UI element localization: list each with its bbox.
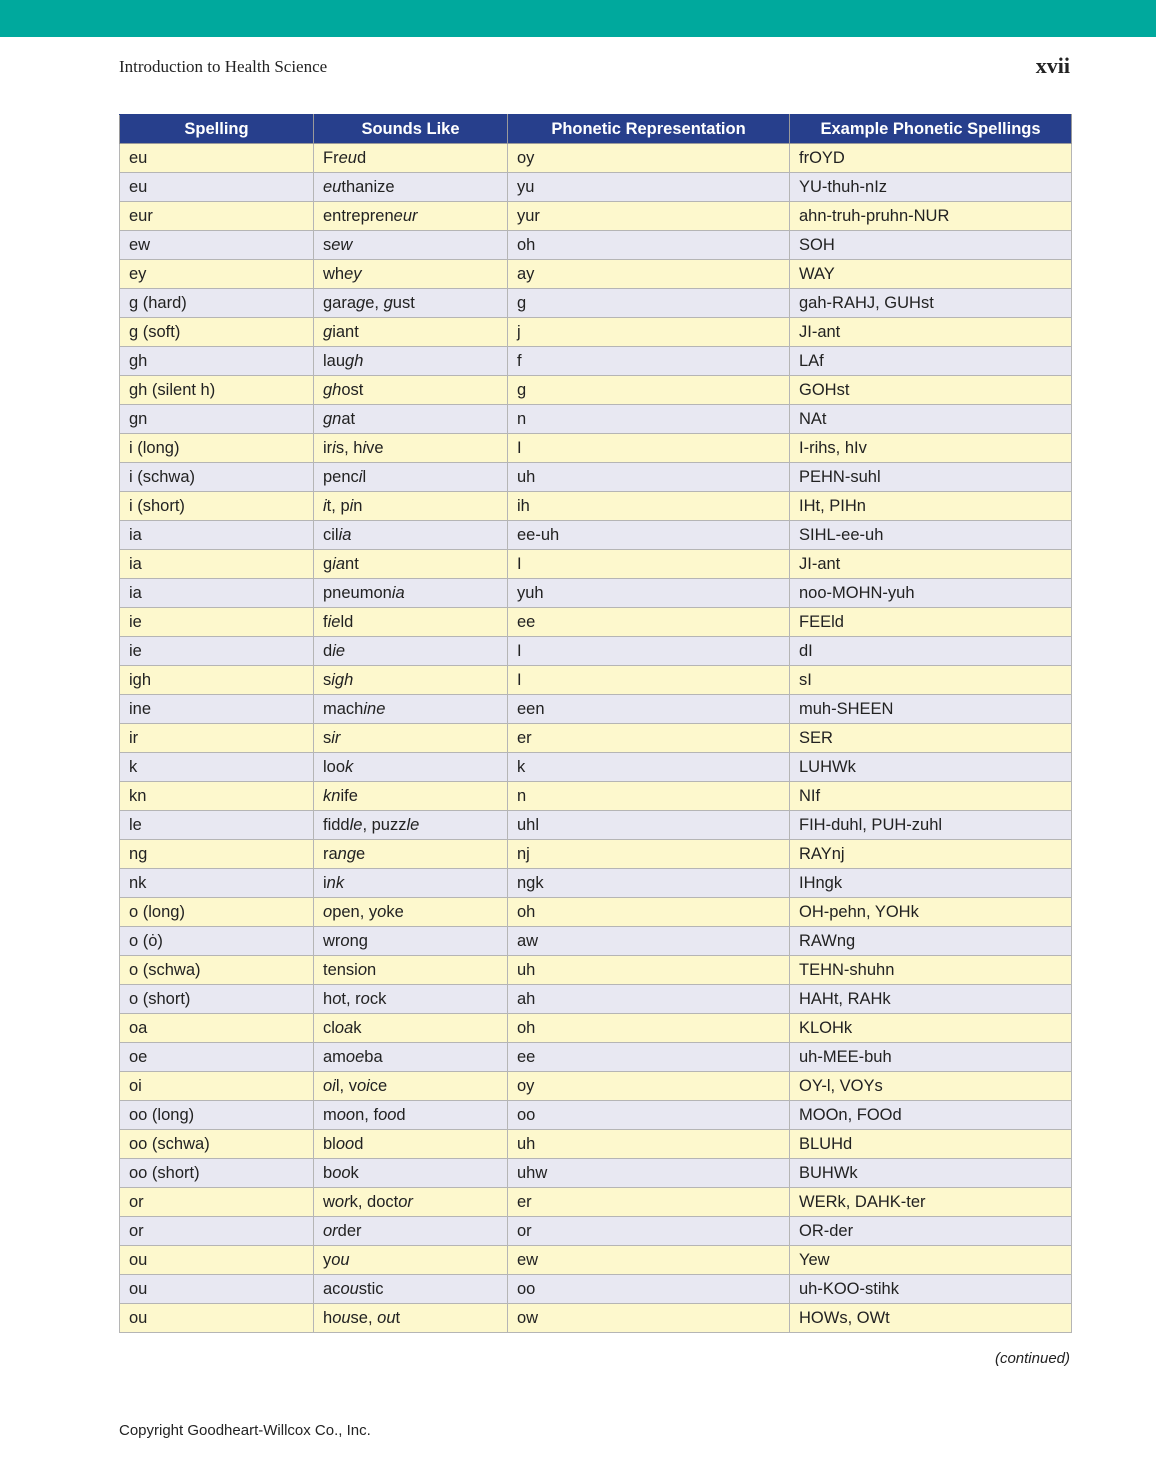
cell-sounds-like: look <box>314 753 508 782</box>
cell-example: ahn-truh-pruhn-NUR <box>790 202 1072 231</box>
cell-spelling: oo (schwa) <box>120 1130 314 1159</box>
cell-spelling: ia <box>120 550 314 579</box>
cell-sounds-like: house, out <box>314 1304 508 1333</box>
cell-example: Yew <box>790 1246 1072 1275</box>
table-row <box>120 1217 1072 1246</box>
table-row <box>120 666 1072 695</box>
cell-sounds-like: whey <box>314 260 508 289</box>
cell-phonetic: nj <box>508 840 790 869</box>
table-row <box>120 1043 1072 1072</box>
table-row <box>120 1304 1072 1333</box>
cell-sounds-like: you <box>314 1246 508 1275</box>
cell-sounds-like: amoeba <box>314 1043 508 1072</box>
table-row <box>120 898 1072 927</box>
cell-spelling: g (hard) <box>120 289 314 318</box>
cell-sounds-like: machine <box>314 695 508 724</box>
cell-sounds-like: it, pin <box>314 492 508 521</box>
cell-phonetic: oy <box>508 1072 790 1101</box>
table-row <box>120 1072 1072 1101</box>
cell-sounds-like: acoustic <box>314 1275 508 1304</box>
cell-phonetic: oh <box>508 231 790 260</box>
table-row <box>120 1101 1072 1130</box>
table-row <box>120 260 1072 289</box>
cell-sounds-like: pencil <box>314 463 508 492</box>
cell-sounds-like: open, yoke <box>314 898 508 927</box>
table-body <box>120 144 1072 1333</box>
cell-spelling: ew <box>120 231 314 260</box>
table-row <box>120 173 1072 202</box>
cell-sounds-like: field <box>314 608 508 637</box>
cell-spelling: eur <box>120 202 314 231</box>
cell-sounds-like: die <box>314 637 508 666</box>
cell-example: OH-pehn, YOHk <box>790 898 1072 927</box>
column-header-spelling: Spelling <box>120 115 314 144</box>
cell-phonetic: er <box>508 724 790 753</box>
table-row <box>120 434 1072 463</box>
table-row <box>120 579 1072 608</box>
cell-phonetic: yuh <box>508 579 790 608</box>
cell-example: TEHN-shuhn <box>790 956 1072 985</box>
cell-example: PEHN-suhl <box>790 463 1072 492</box>
column-header-example-phonetic-spellings: Example Phonetic Spellings <box>790 115 1072 144</box>
copyright-footer: Copyright Goodheart-Willcox Co., Inc. <box>119 1422 371 1439</box>
table-row <box>120 608 1072 637</box>
cell-example: FIH-duhl, PUH-zuhl <box>790 811 1072 840</box>
cell-example: RAYnj <box>790 840 1072 869</box>
cell-spelling: nk <box>120 869 314 898</box>
cell-spelling: igh <box>120 666 314 695</box>
table-row <box>120 724 1072 753</box>
cell-sounds-like: book <box>314 1159 508 1188</box>
cell-spelling: ia <box>120 579 314 608</box>
cell-spelling: o (long) <box>120 898 314 927</box>
cell-example: KLOHk <box>790 1014 1072 1043</box>
table-row <box>120 782 1072 811</box>
cell-sounds-like: pneumonia <box>314 579 508 608</box>
cell-spelling: le <box>120 811 314 840</box>
cell-phonetic: uhl <box>508 811 790 840</box>
cell-example: HAHt, RAHk <box>790 985 1072 1014</box>
cell-example: BLUHd <box>790 1130 1072 1159</box>
table-row <box>120 840 1072 869</box>
cell-sounds-like: gnat <box>314 405 508 434</box>
cell-example: WAY <box>790 260 1072 289</box>
cell-spelling: ir <box>120 724 314 753</box>
cell-sounds-like: ink <box>314 869 508 898</box>
table-row <box>120 347 1072 376</box>
cell-spelling: gh (silent h) <box>120 376 314 405</box>
cell-sounds-like: work, doctor <box>314 1188 508 1217</box>
cell-spelling: gn <box>120 405 314 434</box>
cell-example: RAWng <box>790 927 1072 956</box>
cell-phonetic: I <box>508 666 790 695</box>
cell-phonetic: ee <box>508 1043 790 1072</box>
cell-phonetic: g <box>508 376 790 405</box>
cell-phonetic: ngk <box>508 869 790 898</box>
continued-note: (continued) <box>994 1350 1070 1367</box>
table-row <box>120 231 1072 260</box>
cell-example: muh-SHEEN <box>790 695 1072 724</box>
table-row <box>120 405 1072 434</box>
cell-spelling: eu <box>120 144 314 173</box>
table-row <box>120 463 1072 492</box>
cell-phonetic: n <box>508 405 790 434</box>
cell-sounds-like: Freud <box>314 144 508 173</box>
table-row <box>120 289 1072 318</box>
cell-spelling: g (soft) <box>120 318 314 347</box>
cell-phonetic: ah <box>508 985 790 1014</box>
cell-example: LUHWk <box>790 753 1072 782</box>
cell-phonetic: n <box>508 782 790 811</box>
cell-sounds-like: sew <box>314 231 508 260</box>
cell-sounds-like: sigh <box>314 666 508 695</box>
table-header-row <box>120 115 1072 144</box>
table-row <box>120 753 1072 782</box>
cell-phonetic: aw <box>508 927 790 956</box>
cell-phonetic: ee <box>508 608 790 637</box>
cell-spelling: ey <box>120 260 314 289</box>
table-row <box>120 1275 1072 1304</box>
cell-sounds-like: order <box>314 1217 508 1246</box>
cell-sounds-like: oil, voice <box>314 1072 508 1101</box>
cell-phonetic: ew <box>508 1246 790 1275</box>
cell-phonetic: I <box>508 434 790 463</box>
cell-example: uh-MEE-buh <box>790 1043 1072 1072</box>
table-row <box>120 492 1072 521</box>
cell-phonetic: I <box>508 637 790 666</box>
cell-sounds-like: range <box>314 840 508 869</box>
cell-sounds-like: giant <box>314 550 508 579</box>
cell-phonetic: uh <box>508 956 790 985</box>
cell-spelling: ou <box>120 1275 314 1304</box>
cell-phonetic: yur <box>508 202 790 231</box>
cell-example: NAt <box>790 405 1072 434</box>
running-head: Introduction to Health Science <box>119 57 328 76</box>
cell-spelling: oa <box>120 1014 314 1043</box>
cell-spelling: o (short) <box>120 985 314 1014</box>
table-row <box>120 956 1072 985</box>
cell-example: I-rihs, hIv <box>790 434 1072 463</box>
cell-sounds-like: hot, rock <box>314 985 508 1014</box>
cell-spelling: ia <box>120 521 314 550</box>
cell-phonetic: uhw <box>508 1159 790 1188</box>
cell-sounds-like: moon, food <box>314 1101 508 1130</box>
column-header-phonetic-representation: Phonetic Representation <box>508 115 790 144</box>
table-row <box>120 1246 1072 1275</box>
cell-spelling: o (schwa) <box>120 956 314 985</box>
cell-sounds-like: knife <box>314 782 508 811</box>
cell-phonetic: ee-uh <box>508 521 790 550</box>
cell-phonetic: een <box>508 695 790 724</box>
cell-spelling: ine <box>120 695 314 724</box>
cell-sounds-like: cilia <box>314 521 508 550</box>
cell-spelling: i (short) <box>120 492 314 521</box>
cell-sounds-like: iris, hive <box>314 434 508 463</box>
cell-sounds-like: cloak <box>314 1014 508 1043</box>
cell-phonetic: oh <box>508 1014 790 1043</box>
cell-example: uh-KOO-stihk <box>790 1275 1072 1304</box>
cell-phonetic: oy <box>508 144 790 173</box>
cell-example: YU-thuh-nIz <box>790 173 1072 202</box>
cell-phonetic: ay <box>508 260 790 289</box>
cell-example: BUHWk <box>790 1159 1072 1188</box>
column-header-sounds-like: Sounds Like <box>314 115 508 144</box>
table-row <box>120 695 1072 724</box>
cell-example: OR-der <box>790 1217 1072 1246</box>
cell-sounds-like: laugh <box>314 347 508 376</box>
cell-example: IHt, PIHn <box>790 492 1072 521</box>
cell-example: FEEld <box>790 608 1072 637</box>
cell-phonetic: oo <box>508 1275 790 1304</box>
cell-spelling: i (long) <box>120 434 314 463</box>
cell-example: noo-MOHN-yuh <box>790 579 1072 608</box>
cell-spelling: i (schwa) <box>120 463 314 492</box>
cell-spelling: oi <box>120 1072 314 1101</box>
cell-phonetic: oo <box>508 1101 790 1130</box>
cell-phonetic: ow <box>508 1304 790 1333</box>
cell-phonetic: uh <box>508 1130 790 1159</box>
table-row <box>120 1159 1072 1188</box>
cell-example: gah-RAHJ, GUHst <box>790 289 1072 318</box>
cell-example: JI-ant <box>790 318 1072 347</box>
cell-spelling: o (ȯ) <box>120 927 314 956</box>
cell-sounds-like: tension <box>314 956 508 985</box>
table-row <box>120 318 1072 347</box>
cell-example: HOWs, OWt <box>790 1304 1072 1333</box>
table-row <box>120 144 1072 173</box>
cell-example: SER <box>790 724 1072 753</box>
table-row <box>120 811 1072 840</box>
cell-spelling: ou <box>120 1304 314 1333</box>
cell-example: IHngk <box>790 869 1072 898</box>
cell-example: frOYD <box>790 144 1072 173</box>
cell-spelling: oo (short) <box>120 1159 314 1188</box>
cell-spelling: gh <box>120 347 314 376</box>
cell-example: JI-ant <box>790 550 1072 579</box>
cell-spelling: ou <box>120 1246 314 1275</box>
cell-spelling: eu <box>120 173 314 202</box>
cell-example: dI <box>790 637 1072 666</box>
cell-sounds-like: giant <box>314 318 508 347</box>
page-number: xvii <box>1035 53 1070 78</box>
cell-sounds-like: garage, gust <box>314 289 508 318</box>
cell-phonetic: oh <box>508 898 790 927</box>
cell-spelling: oo (long) <box>120 1101 314 1130</box>
cell-sounds-like: fiddle, puzzle <box>314 811 508 840</box>
cell-spelling: ie <box>120 637 314 666</box>
cell-spelling: k <box>120 753 314 782</box>
table-row <box>120 550 1072 579</box>
cell-sounds-like: euthanize <box>314 173 508 202</box>
table-row <box>120 1130 1072 1159</box>
cell-spelling: ie <box>120 608 314 637</box>
cell-spelling: or <box>120 1217 314 1246</box>
cell-example: GOHst <box>790 376 1072 405</box>
cell-example: SOH <box>790 231 1072 260</box>
cell-example: LAf <box>790 347 1072 376</box>
table-row <box>120 637 1072 666</box>
cell-example: SIHL-ee-uh <box>790 521 1072 550</box>
cell-phonetic: or <box>508 1217 790 1246</box>
cell-spelling: kn <box>120 782 314 811</box>
cell-example: MOOn, FOOd <box>790 1101 1072 1130</box>
table-row <box>120 202 1072 231</box>
cell-spelling: ng <box>120 840 314 869</box>
cell-phonetic: uh <box>508 463 790 492</box>
phonetic-table <box>119 114 1072 1333</box>
cell-phonetic: f <box>508 347 790 376</box>
cell-phonetic: g <box>508 289 790 318</box>
table-row <box>120 1014 1072 1043</box>
cell-phonetic: er <box>508 1188 790 1217</box>
cell-phonetic: yu <box>508 173 790 202</box>
table-row <box>120 521 1072 550</box>
cell-spelling: or <box>120 1188 314 1217</box>
cell-sounds-like: ghost <box>314 376 508 405</box>
cell-phonetic: k <box>508 753 790 782</box>
cell-example: OY-l, VOYs <box>790 1072 1072 1101</box>
table-row <box>120 927 1072 956</box>
cell-sounds-like: entrepreneur <box>314 202 508 231</box>
cell-phonetic: ih <box>508 492 790 521</box>
cell-example: WERk, DAHK-ter <box>790 1188 1072 1217</box>
cell-spelling: oe <box>120 1043 314 1072</box>
cell-example: sI <box>790 666 1072 695</box>
cell-phonetic: I <box>508 550 790 579</box>
top-color-bar <box>0 0 1156 37</box>
cell-sounds-like: sir <box>314 724 508 753</box>
cell-sounds-like: wrong <box>314 927 508 956</box>
cell-example: NIf <box>790 782 1072 811</box>
cell-phonetic: j <box>508 318 790 347</box>
cell-sounds-like: blood <box>314 1130 508 1159</box>
table-row <box>120 985 1072 1014</box>
table-row <box>120 869 1072 898</box>
table-row <box>120 376 1072 405</box>
table-row <box>120 1188 1072 1217</box>
